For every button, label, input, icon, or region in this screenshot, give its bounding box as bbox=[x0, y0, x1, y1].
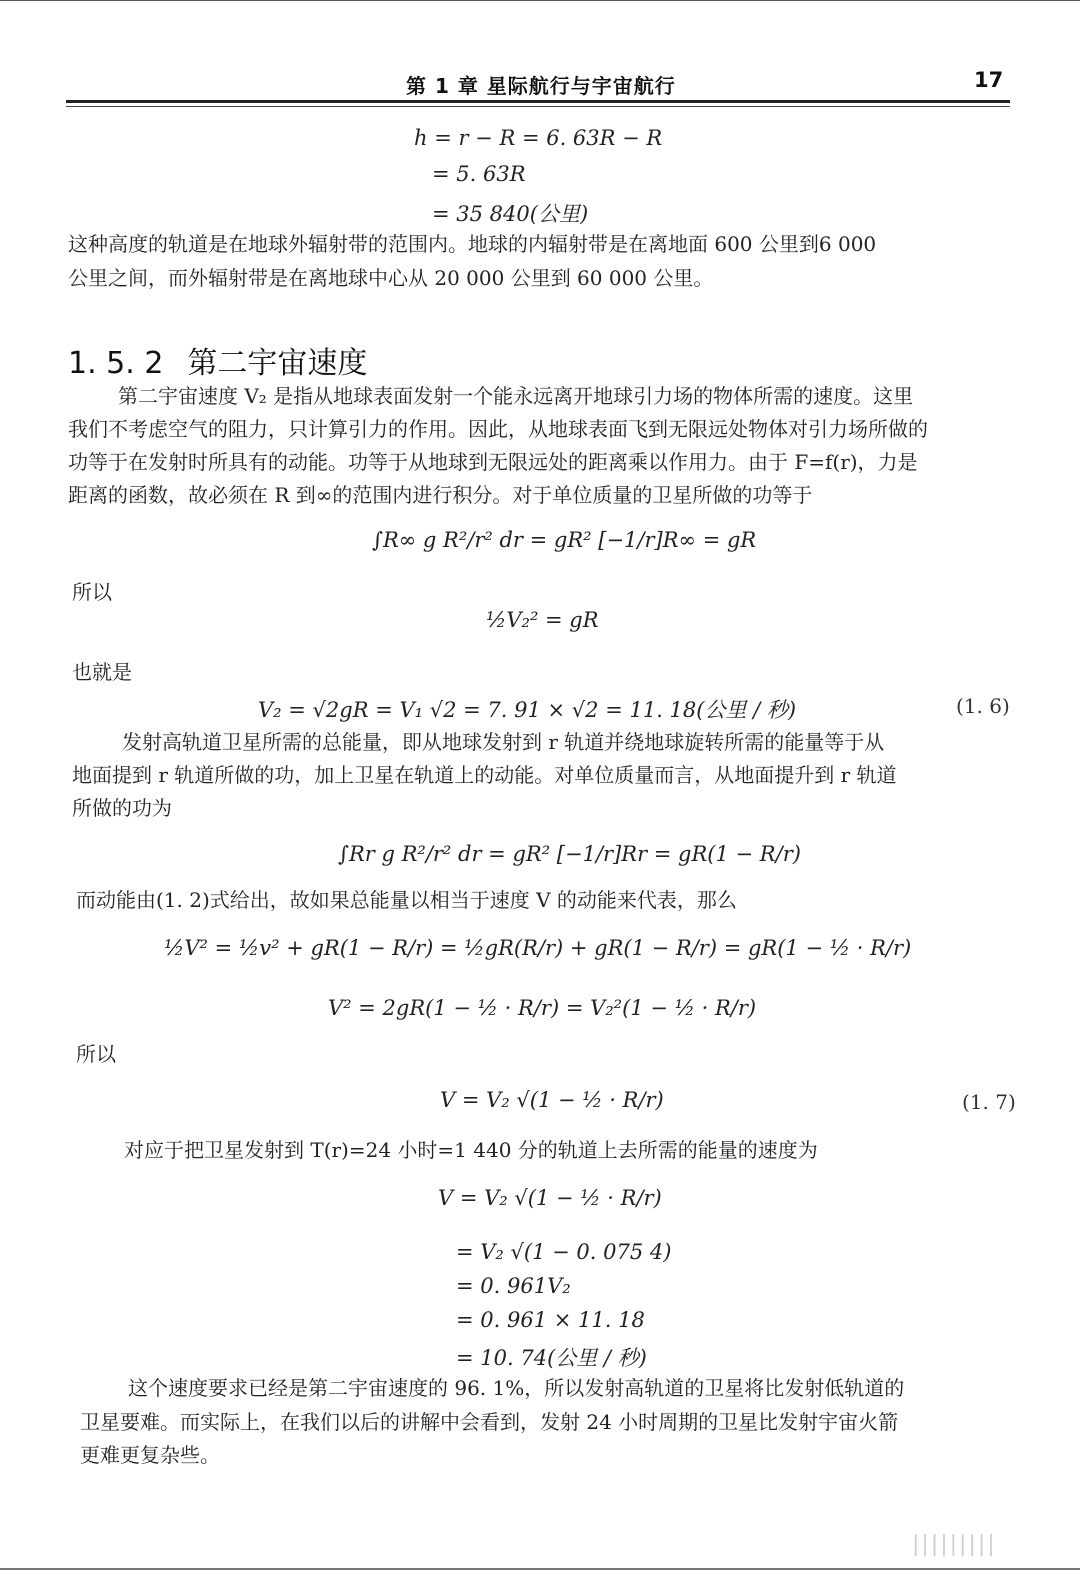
velocity-calc-line-5: = 10. 74(公里 / 秒) bbox=[456, 1346, 647, 1370]
bottom-border bbox=[0, 1568, 1080, 1570]
paragraph-line: 卫星要难。而实际上，在我们以后的讲解中会看到，发射 24 小时周期的卫星比发射宇宙火箭 bbox=[80, 1410, 899, 1434]
velocity-calc-line-3: = 0. 961V₂ bbox=[456, 1274, 571, 1298]
watermark: ||||||||| bbox=[912, 1532, 997, 1557]
page-number: 17 bbox=[974, 68, 1004, 92]
paragraph-line: 发射高轨道卫星所需的总能量，即从地球发射到 r 轨道并绕地球旋转所需的能量等于从 bbox=[122, 730, 885, 754]
paragraph-line: 我们不考虑空气的阻力，只计算引力的作用。因此，从地球表面飞到无限远处物体对引力场所做的 bbox=[68, 417, 928, 441]
header-rule-thin bbox=[66, 106, 1010, 107]
paragraph-line: 而动能由(1. 2)式给出，故如果总能量以相当于速度 V 的动能来代表，那么 bbox=[76, 888, 737, 912]
velocity-calc-line-1: V = V₂ √(1 − ½ · R/r) bbox=[438, 1186, 662, 1210]
paragraph-line: 所做的功为 bbox=[72, 796, 172, 820]
section-heading bbox=[68, 338, 367, 382]
paragraph-line: 功等于在发射时所具有的动能。功等于从地球到无限远处的距离乘以作用力。由于 F=f(r)，力是 bbox=[68, 450, 918, 474]
label-suoyi: 所以 bbox=[76, 1042, 116, 1066]
paragraph-line: 对应于把卫星发射到 T(r)=24 小时=1 440 分的轨道上去所需的能量的速度为 bbox=[124, 1138, 818, 1162]
top-border bbox=[0, 0, 1080, 1]
equation-number-1-7: (1. 7) bbox=[962, 1090, 1016, 1114]
equation-1-6: V₂ = √2gR = V₁ √2 = 7. 91 × √2 = 11. 18(公里 / 秒) bbox=[258, 698, 797, 722]
velocity-calc-line-2: = V₂ √(1 − 0. 075 4) bbox=[456, 1240, 672, 1264]
velocity-calc-line-4: = 0. 961 × 11. 18 bbox=[456, 1308, 645, 1332]
header-rule-thick bbox=[66, 100, 1010, 103]
chapter-title: 第 1 章 星际航行与宇宙航行 bbox=[406, 74, 676, 98]
integral-equation-1: ∫R∞ g R²/r² dr = gR² [−1/r]R∞ = gR bbox=[372, 528, 757, 552]
paragraph-line: 地面提到 r 轨道所做的功，加上卫星在轨道上的动能。对单位质量而言，从地面提升到 r 轨道 bbox=[72, 763, 897, 787]
label-suoyi: 所以 bbox=[72, 580, 112, 604]
half-v2-equation: ½V₂² = gR bbox=[486, 608, 599, 632]
energy-equation-2: V² = 2gR(1 − ½ · R/r) = V₂²(1 − ½ · R/r) bbox=[328, 996, 757, 1020]
height-eq-line-2: = 5. 63R bbox=[432, 162, 526, 186]
paragraph-line: 公里之间，而外辐射带是在离地球中心从 20 000 公里到 60 000 公里。 bbox=[68, 266, 714, 290]
equation-1-7: V = V₂ √(1 − ½ · R/r) bbox=[440, 1088, 664, 1112]
equation-number-1-6: (1. 6) bbox=[956, 694, 1010, 718]
paragraph-line: 更难更复杂些。 bbox=[80, 1443, 220, 1467]
paragraph-line: 距离的函数，故必须在 R 到∞的范围内进行积分。对于单位质量的卫星所做的功等于 bbox=[68, 483, 813, 507]
height-eq-line-3: = 35 840(公里) bbox=[432, 202, 589, 226]
section-number: 1. 5. 2 bbox=[68, 346, 164, 381]
paragraph-line: 这种高度的轨道是在地球外辐射带的范围内。地球的内辐射带是在离地面 600 公里到6 000 bbox=[68, 232, 877, 256]
label-yejiushi: 也就是 bbox=[72, 660, 132, 684]
section-title: 第二宇宙速度 bbox=[187, 346, 368, 381]
paragraph-line: 第二宇宙速度 V₂ 是指从地球表面发射一个能永远离开地球引力场的物体所需的速度。这里 bbox=[118, 384, 914, 408]
paragraph-line: 这个速度要求已经是第二宇宙速度的 96. 1%，所以发射高轨道的卫星将比发射低轨道的 bbox=[128, 1376, 905, 1400]
height-eq-line-1: h = r − R = 6. 63R − R bbox=[414, 126, 663, 150]
integral-equation-2: ∫Rr g R²/r² dr = gR² [−1/r]Rr = gR(1 − R/r) bbox=[338, 842, 801, 866]
energy-equation-1: ½V² = ½v² + gR(1 − R/r) = ½gR(R/r) + gR(1 − R/r) = gR(1 − ½ · R/r) bbox=[164, 936, 912, 960]
